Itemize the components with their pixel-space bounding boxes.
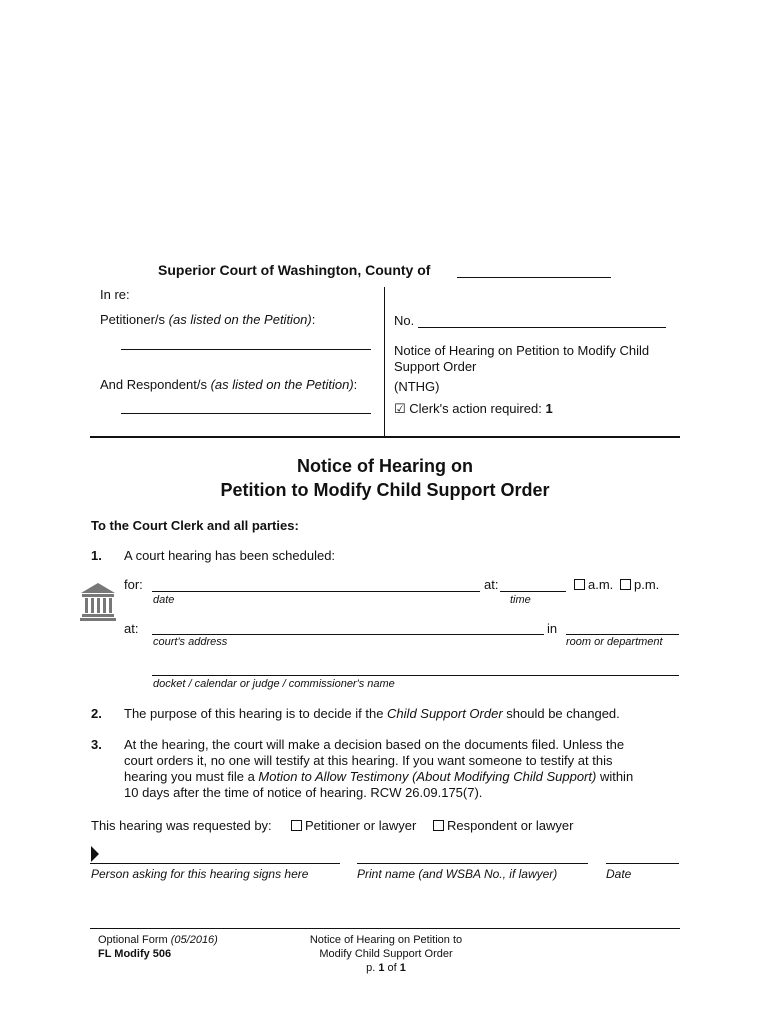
to-line: To the Court Clerk and all parties: (91, 518, 299, 533)
court-title: Superior Court of Washington, County of (158, 262, 431, 278)
room-field[interactable] (566, 634, 679, 635)
respondent-name-field[interactable] (121, 413, 371, 414)
optional-form: Optional Form (05/2016) (98, 934, 218, 946)
case-number-field[interactable] (418, 327, 666, 328)
address-at-label: at: (124, 621, 139, 636)
footer-rule (90, 928, 680, 929)
in-re-label: In re: (100, 287, 130, 302)
item2-number: 2. (91, 706, 102, 721)
date-caption: date (153, 594, 175, 606)
hearing-time-field[interactable] (500, 591, 566, 592)
page-title-line1: Notice of Hearing on (296, 456, 473, 476)
signature-field[interactable] (90, 863, 340, 864)
requested-respondent-option[interactable]: Respondent or lawyer (433, 818, 573, 833)
court-address-field[interactable] (152, 634, 544, 635)
page-title-line2: Petition to Modify Child Support Order (220, 480, 550, 500)
pm-checkbox[interactable] (620, 579, 631, 590)
room-in-label: in (547, 621, 558, 636)
footer-doc-line1: Notice of Hearing on Petition to (309, 934, 463, 946)
docket-caption: docket / calendar or judge / commissioner's name (153, 678, 395, 690)
caption-rule (90, 436, 680, 438)
item2-text: The purpose of this hearing is to decide if the Child Support Order should be changed. (124, 706, 620, 721)
document-code: (NTHG) (394, 379, 440, 394)
hearing-for-label: for: (124, 577, 143, 592)
requested-by: This hearing was requested by: (91, 818, 272, 833)
signature-date-field[interactable] (606, 863, 679, 864)
footer-doc-line2: Modify Child Support Order (319, 948, 453, 960)
docket-field[interactable] (152, 675, 679, 676)
page-number: p. 1 of 1 (366, 962, 406, 974)
respondent-checkbox[interactable] (433, 820, 444, 831)
clerk-action: ☑ Clerk's action required: 1 (394, 401, 553, 416)
petitioner-name-field[interactable] (121, 349, 371, 350)
court-address-caption: court's address (153, 636, 228, 648)
form-code: FL Modify 506 (98, 948, 172, 960)
courthouse-icon (80, 582, 116, 622)
signature-date-caption: Date (606, 867, 632, 881)
case-number-label: No. (394, 313, 415, 328)
petitioner-label: Petitioner/s (as listed on the Petition): (100, 312, 316, 327)
item3-text: At the hearing, the court will make a decision based on the documents filed. Unless the court orders it, no one will testify at this hearing. If you want someone to testify at this hearing you must file a Motion to Allow Testimony (About Modifying Child Support) within 10 days after the time of notice of hearing. RCW 26.09.175(7). (124, 737, 634, 800)
hearing-date-field[interactable] (152, 591, 480, 592)
print-name-caption: Print name (and WSBA No., if lawyer) (357, 867, 558, 881)
petitioner-checkbox[interactable] (291, 820, 302, 831)
respondent-label: And Respondent/s (as listed on the Petition): (100, 377, 358, 392)
pm-option[interactable]: p.m. (620, 577, 659, 592)
item1-text: A court hearing has been scheduled: (124, 548, 336, 563)
hearing-at-label: at: (484, 577, 499, 592)
requested-petitioner-option[interactable]: Petitioner or lawyer (291, 818, 416, 833)
signature-caption: Person asking for this hearing signs here (91, 867, 309, 881)
county-field[interactable] (457, 277, 611, 278)
item1-number: 1. (91, 548, 102, 563)
item3-number: 3. (91, 737, 102, 752)
sign-here-arrow-icon (90, 846, 100, 862)
am-checkbox[interactable] (574, 579, 585, 590)
clerk-action-checkbox[interactable]: ☑ (394, 401, 406, 416)
am-option[interactable]: a.m. (574, 577, 613, 592)
caption-divider (384, 287, 385, 437)
room-caption: room or department (566, 636, 663, 648)
document-title: Notice of Hearing on Petition to Modify Child Support Order (394, 343, 650, 374)
time-caption: time (510, 594, 531, 606)
print-name-field[interactable] (357, 863, 588, 864)
